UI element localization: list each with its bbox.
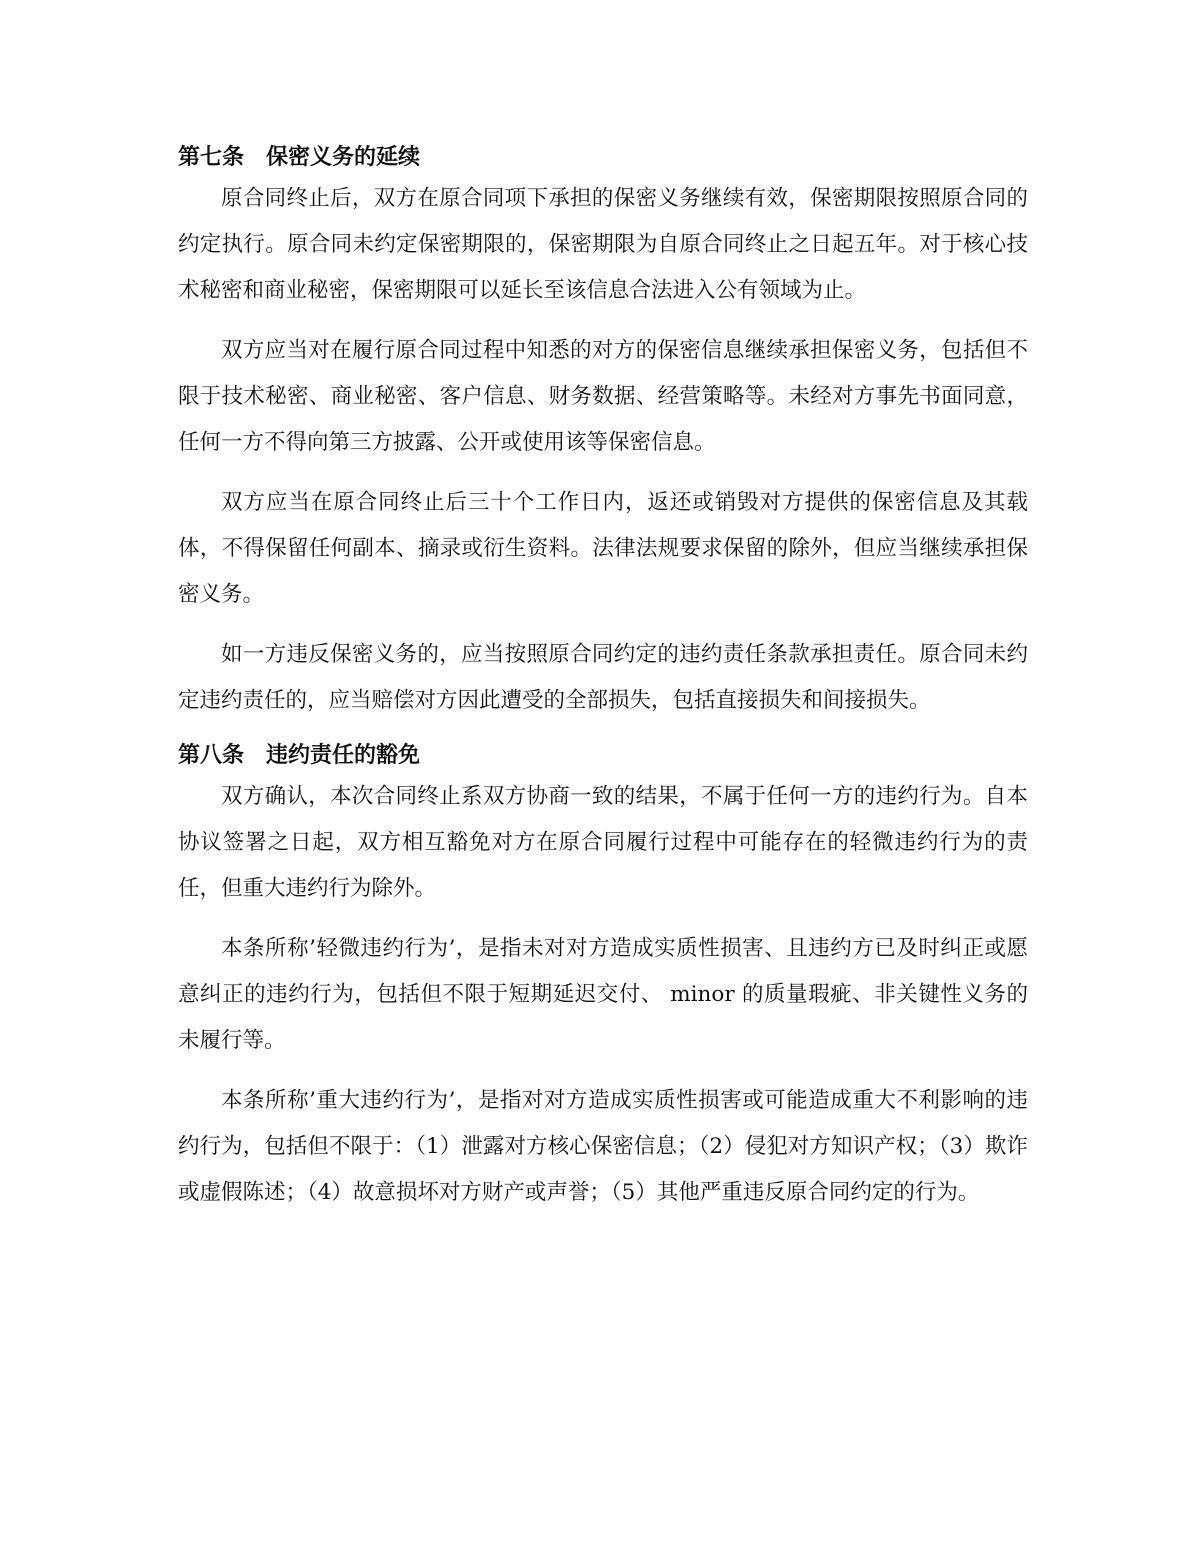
article-heading <box>178 738 1028 774</box>
article-title: 保密义务的延续 <box>266 145 421 170</box>
article-8 <box>178 738 1028 1216</box>
document-page <box>178 140 1028 1230</box>
paragraph: 双方应当对在履行原合同过程中知悉的对方的保密信息继续承担保密义务，包括但不限于技术秘密、商业秘密、客户信息、财务数据、经营策略等。未经对方事先书面同意，任何一方不得向第三方披露、公开或使用该等保密信息。 <box>178 338 1028 455</box>
article-title: 违约责任的豁免 <box>266 743 421 768</box>
paragraph: 本条所称’重大违约行为’，是指对对方造成实质性损害或可能造成重大不利影响的违约行为，包括但不限于：（1）泄露对方核心保密信息；（2）侵犯对方知识产权；（3）欺诈或虚假陈述；（4）故意损坏对方财产或声誉；（5）其他严重违反原合同约定的行为。 <box>178 1088 1028 1205</box>
article-number: 第八条 <box>178 743 245 768</box>
paragraph: 双方确认，本次合同终止系双方协商一致的结果，不属于任何一方的违约行为。自本协议签署之日起，双方相互豁免对方在原合同履行过程中可能存在的轻微违约行为的责任，但重大违约行为除外。 <box>178 784 1028 901</box>
article-number: 第七条 <box>178 145 245 170</box>
paragraph: 如一方违反保密义务的，应当按照原合同约定的违约责任条款承担责任。原合同未约定违约责任的，应当赔偿对方因此遭受的全部损失，包括直接损失和间接损失。 <box>178 642 1028 713</box>
article-7 <box>178 140 1028 724</box>
paragraph: 双方应当在原合同终止后三十个工作日内，返还或销毁对方提供的保密信息及其载体，不得保留任何副本、摘录或衍生资料。法律法规要求保留的除外，但应当继续承担保密义务。 <box>178 490 1028 607</box>
article-heading <box>178 140 1028 176</box>
paragraph: 本条所称’轻微违约行为’，是指未对对方造成实质性损害、且违约方已及时纠正或愿意纠正的违约行为，包括但不限于短期延迟交付、 minor 的质量瑕疵、非关键性义务的未履行等。 <box>178 936 1028 1053</box>
paragraph: 原合同终止后，双方在原合同项下承担的保密义务继续有效，保密期限按照原合同的约定执行。原合同未约定保密期限的，保密期限为自原合同终止之日起五年。对于核心技术秘密和商业秘密，保密期限可以延长至该信息合法进入公有领域为止。 <box>178 186 1028 303</box>
